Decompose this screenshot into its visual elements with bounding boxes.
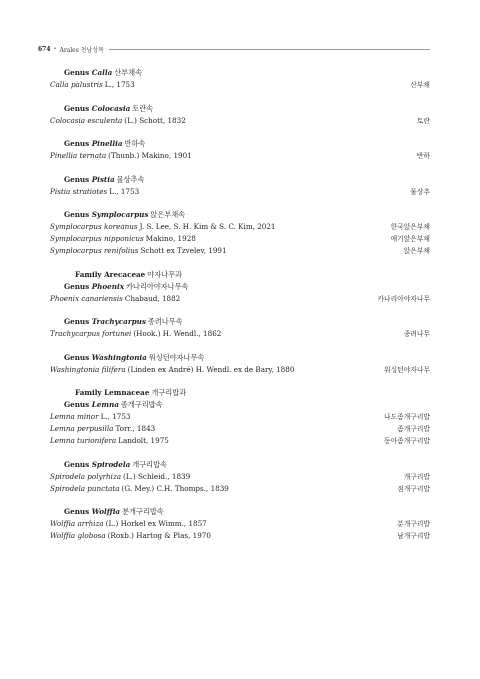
author-citation: (Thunb.) Makino, 1901 (108, 151, 192, 160)
page-header (38, 44, 430, 54)
korean-name: 나도좀개구리밥 (384, 413, 430, 421)
family-name: Family Lemnaceae (75, 388, 150, 397)
family-name: Family Arecaceae (75, 269, 146, 279)
family-korean-name: 개구리밥과 (151, 388, 187, 397)
korean-name: 앉은부채 (403, 247, 430, 255)
korean-name: 산부채 (410, 81, 430, 89)
genus-korean-name: 앉은부채속 (150, 210, 186, 219)
header-bullet: • (53, 46, 57, 52)
genus-prefix: Genus (64, 507, 90, 516)
running-title: Arales 천남성목 (59, 46, 104, 54)
species-entry (50, 483, 430, 495)
author-citation: Makino, 1928 (145, 234, 196, 243)
genus-prefix: Genus (64, 281, 90, 291)
genus-korean-name: 물상추속 (116, 174, 145, 184)
species-citation (50, 483, 229, 495)
species-entry (50, 411, 430, 423)
genus-heading (50, 399, 430, 411)
genus-heading (50, 316, 430, 328)
genus-heading (50, 209, 430, 221)
species-entry (50, 293, 430, 305)
genus-korean-name: 토란속 (132, 103, 154, 113)
scientific-name: Phoenix canariensis (50, 293, 123, 303)
scientific-name: Lemna turionifera (50, 436, 117, 445)
genus-name: Spirodela (91, 459, 131, 469)
header-rule (109, 49, 430, 50)
species-entry (50, 530, 430, 542)
species-citation (50, 364, 294, 376)
genus-section (50, 174, 430, 198)
genus-korean-name: 카나리아야자나무속 (125, 281, 189, 291)
species-citation (50, 435, 169, 447)
scientific-name: Wolffia arrhiza (50, 519, 104, 528)
korean-name: 카나리아야자나무 (377, 294, 430, 303)
genus-section (50, 316, 430, 340)
scientific-name: Symplocarpus renifolius (50, 246, 139, 255)
species-citation (50, 328, 221, 340)
korean-name: 종려나무 (403, 330, 430, 338)
species-entry (50, 435, 430, 447)
scientific-name: Wolffia globosa (50, 531, 106, 540)
author-citation: (L.) Schleid., 1839 (123, 471, 191, 481)
taxon-list (50, 67, 430, 554)
species-citation (50, 530, 211, 542)
korean-name: 남개구리밥 (397, 532, 430, 540)
species-entry (50, 115, 430, 127)
author-citation: (Linden ex André) H. Wendl. ex de Bary, 1880 (127, 364, 295, 374)
genus-prefix: Genus (64, 459, 90, 469)
genus-prefix: Genus (64, 317, 90, 326)
author-citation: (Hook.) H. Wendl., 1862 (133, 329, 222, 338)
genus-name: Washingtonia (91, 352, 147, 362)
genus-korean-name: 개구리밥속 (132, 459, 167, 469)
author-citation: Schott ex Tzvelev, 1991 (140, 246, 227, 255)
korean-name: 워싱턴야자나무 (384, 365, 430, 374)
genus-name: Colocasia (91, 103, 131, 113)
species-citation (50, 411, 130, 423)
species-citation (50, 233, 196, 245)
species-citation (50, 79, 135, 91)
genus-name: Symplocarpus (91, 210, 149, 219)
genus-name: Lemna (91, 400, 119, 409)
genus-heading (50, 103, 430, 115)
author-citation: J. S. Lee, S. H. Kim & S. C. Kim, 2021 (139, 222, 276, 231)
genus-prefix: Genus (64, 174, 90, 184)
genus-heading (50, 174, 430, 186)
species-entry (50, 79, 430, 91)
korean-name: 반하 (416, 152, 430, 160)
scientific-name: Spirodela polyrhiza (50, 471, 122, 481)
genus-heading (50, 67, 430, 79)
genus-korean-name: 좀개구리밥속 (120, 400, 163, 409)
species-entry (50, 233, 430, 245)
species-citation (50, 150, 192, 162)
scientific-name: Trachycarpus fortunei (50, 329, 132, 338)
species-citation (50, 518, 207, 530)
genus-section (50, 138, 430, 162)
genus-prefix: Genus (64, 68, 90, 77)
genus-heading (50, 281, 430, 293)
genus-section (50, 269, 430, 305)
species-entry (50, 518, 430, 530)
family-korean-name: 야자나무과 (147, 269, 182, 279)
korean-name: 동아좀개구리밥 (384, 437, 430, 445)
genus-prefix: Genus (64, 352, 90, 362)
genus-heading (50, 506, 430, 518)
scientific-name: Pistia stratiotes (50, 186, 108, 196)
author-citation: L., 1753 (109, 186, 140, 196)
genus-name: Calla (91, 68, 113, 77)
author-citation: L., 1753 (104, 80, 135, 89)
genus-prefix: Genus (64, 400, 90, 409)
author-citation: Landolt, 1975 (118, 436, 169, 445)
genus-name: Phoenix (91, 281, 124, 291)
species-entry (50, 150, 430, 162)
genus-prefix: Genus (64, 139, 90, 148)
scientific-name: Lemna perpusilla (50, 424, 114, 433)
korean-name: 좀개구리밥 (397, 425, 430, 433)
genus-korean-name: 반하속 (124, 139, 146, 148)
species-citation (50, 245, 227, 257)
genus-section (50, 506, 430, 542)
author-citation: (Roxb.) Hartog & Plas, 1970 (107, 531, 211, 540)
scientific-name: Washingtonia filifera (50, 364, 126, 374)
genus-korean-name: 분개구리밥속 (122, 507, 164, 516)
genus-name: Wolffia (91, 507, 121, 516)
page-number: 674 (38, 45, 51, 53)
genus-korean-name: 종려나무속 (147, 317, 183, 326)
genus-section (50, 459, 430, 495)
species-entry (50, 423, 430, 435)
author-citation: (G. Mey.) C.H. Thomps., 1839 (121, 483, 229, 493)
species-entry (50, 221, 430, 233)
genus-heading (50, 352, 430, 364)
genus-prefix: Genus (64, 210, 90, 219)
genus-section (50, 67, 430, 91)
genus-prefix: Genus (64, 103, 90, 113)
author-citation: L., 1753 (100, 412, 131, 421)
scientific-name: Pinellia ternata (50, 151, 107, 160)
species-citation (50, 471, 190, 483)
genus-korean-name: 산부채속 (114, 68, 143, 77)
genus-heading (50, 459, 430, 471)
genus-heading (50, 138, 430, 150)
author-citation: Chabaud, 1882 (124, 293, 181, 303)
author-citation: (L.) Schott, 1832 (124, 115, 186, 125)
korean-name: 점개구리밥 (397, 484, 430, 493)
family-heading (50, 269, 430, 281)
korean-name: 토란 (416, 116, 430, 125)
species-entry (50, 471, 430, 483)
author-citation: (L.) Horkel ex Wimm., 1857 (105, 519, 207, 528)
species-citation (50, 423, 155, 435)
korean-name: 분개구리밥 (397, 520, 430, 528)
family-heading (50, 387, 430, 399)
scientific-name: Lemna minor (50, 412, 99, 421)
korean-name: 물상추 (410, 187, 430, 196)
species-entry (50, 328, 430, 340)
author-citation: Torr., 1843 (115, 424, 156, 433)
scientific-name: Calla palustris (50, 80, 103, 89)
korean-name: 개구리밥 (403, 472, 430, 481)
species-entry (50, 186, 430, 198)
genus-name: Pinellia (91, 139, 123, 148)
scientific-name: Colocasia esculenta (50, 115, 123, 125)
species-citation (50, 293, 180, 305)
korean-name: 애기앉은부채 (390, 235, 430, 243)
scientific-name: Spirodela punctata (50, 483, 120, 493)
species-citation (50, 115, 186, 127)
genus-name: Trachycarpus (91, 317, 146, 326)
species-citation (50, 221, 276, 233)
genus-korean-name: 워싱턴야자나무속 (148, 352, 205, 362)
scientific-name: Symplocarpus koreanus (50, 222, 138, 231)
species-entry (50, 245, 430, 257)
korean-name: 한국앉은부채 (390, 223, 430, 231)
genus-section (50, 387, 430, 447)
scientific-name: Symplocarpus nipponicus (50, 234, 144, 243)
genus-section (50, 209, 430, 257)
species-citation (50, 186, 139, 198)
genus-section (50, 103, 430, 127)
species-entry (50, 364, 430, 376)
genus-section (50, 352, 430, 376)
genus-name: Pistia (91, 174, 115, 184)
